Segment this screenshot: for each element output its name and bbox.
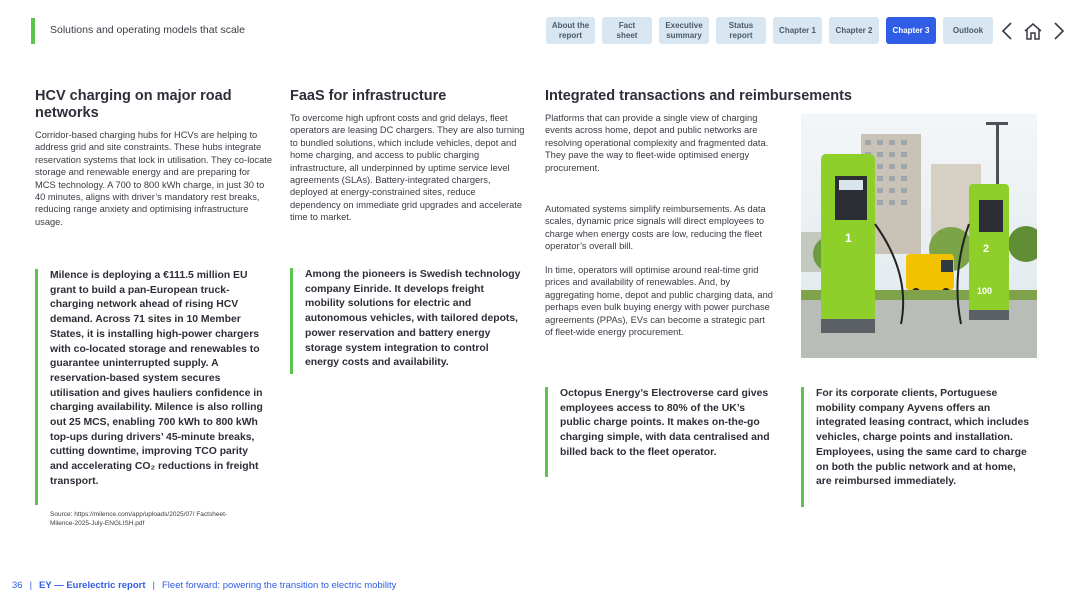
ev-charger-photo [801, 114, 1037, 358]
footer [12, 580, 396, 591]
footer-brand: EY — Eurelectric report [39, 580, 146, 591]
section-accent-bar [31, 18, 35, 44]
nav-chapter-3[interactable]: Chapter 3 [886, 17, 936, 44]
quote-ayvens: For its corporate clients, Portuguese mobility company Ayvens offers an integrated leasing contract, which includes vehicles, charge points and installation. Employees, using the same card to charge on both the public network and at home, are reimbursed immediately. [801, 387, 1031, 507]
page-number: 36 [12, 580, 23, 591]
nav-executive-summary[interactable]: Executive summary [659, 17, 709, 44]
body-hcv-charging: Corridor-based charging hubs for HCVs are helping to address grid and site constraints. These hubs integrate reservation systems that lock in utilisation. They co-locate storage and renewable energy and are preparing for MCS technology. A 700 to 800 kWh charge, in just 30 to 40 minutes, aligns with driver’s mandatory rest breaks, reducing range anxiety and optimising infrastructure usage. [35, 130, 273, 227]
chevron-left-icon[interactable] [998, 20, 1016, 42]
footer-separator: | [29, 580, 33, 591]
heading-integrated-transactions: Integrated transactions and reimbursements [545, 88, 852, 104]
quote-octopus-energy: Octopus Energy’s Electroverse card gives employees access to 80% of the UK’s public charge points. It makes on-the-go charging simple, with data centralised and billed back to the fleet operator. [545, 387, 777, 477]
footer-subtitle: Fleet forward: powering the transition to electric mobility [162, 580, 397, 591]
nav-chapter-2[interactable]: Chapter 2 [829, 17, 879, 44]
body-integrated-p1: Platforms that can provide a single view of charging events across home, depot and public networks are resolving operational complexity and fragmented data. They pave the way to fleet-wide optimised energy procurement. [545, 113, 769, 173]
chevron-right-icon[interactable] [1050, 20, 1068, 42]
section-title: Solutions and operating models that scale [50, 24, 245, 36]
chapter-nav [546, 17, 993, 44]
nav-outlook[interactable]: Outlook [943, 17, 993, 44]
charger-label-2: 2 [983, 243, 990, 255]
nav-chapter-1[interactable]: Chapter 1 [773, 17, 822, 44]
quote-einride: Among the pioneers is Swedish technology company Einride. It develops freight mobility solutions for electric and autonomous vehicles, with tailored depots, power reservation and battery energy storage system integration to control energy costs and availability. [290, 268, 522, 374]
home-icon[interactable] [1022, 20, 1044, 42]
body-integrated-p3: In time, operators will optimise around real-time grid prices and availability of renewables. And, by aggregating home, depot and public charging data, and perhaps even bulk buying energy with power purchase agreements (PPAs), EVs can become a strategic part of fleet-wide energy procurement. [545, 265, 773, 338]
col-faas-title-wrap [290, 88, 520, 105]
page-nav-icons [998, 20, 1068, 42]
heading-faas: FaaS for infrastructure [290, 88, 447, 104]
col-hcv-title-wrap [35, 88, 240, 122]
heading-hcv-charging: HCV charging on major road networks [35, 88, 232, 121]
charger-label-100: 100 [977, 286, 993, 296]
charger-label-1: 1 [845, 231, 852, 245]
body-integrated-p2: Automated systems simplify reimbursements. As data scales, dynamic price signals will direct employees to charge when energy costs are low, reducing the fleet operator’s overall bill. [545, 204, 766, 252]
nav-about-report[interactable]: About the report [546, 17, 595, 44]
nav-status-report[interactable]: Status report [716, 17, 766, 44]
nav-fact-sheet[interactable]: Fact sheet [602, 17, 652, 44]
footer-separator-2: | [152, 580, 155, 591]
quote-milence: Milence is deploying a €111.5 million EU grant to build a pan-European truck-charging network ahead of rising HCV demand. Across 71 sites in 10 Member States, it is installing high-power chargers with co-located storage and renewables to guarantee uninterrupted supply. A reservation-based system secures utilisation and gives hauliers confidence in charging availability. Milence is also rolling out 25 MCS, enabling 700 kWh to 800 kWh top-ups during drivers’ 45-minute breaks, cutting downtime, improving TCO parity and accelerating CO₂ reductions in freight transport. [35, 269, 267, 505]
col-integrated-title-wrap [545, 88, 865, 105]
source-note: Source: https://milence.com/app/uploads/2025/07/ Factsheet-Milence-2025-July-ENGLISH.pdf [50, 511, 228, 527]
body-faas: To overcome high upfront costs and grid delays, fleet operators are leasing DC chargers. They are also turning to bundled solutions, which include vehicles, depot and home charging, and access to public charging infrastructure, all underpinned by uptime service level agreements (SLAs). Battery-integrated chargers, deployed at energy-constrained sites, reduce dependency on immediate grid upgrades and accelerate time to market. [290, 113, 525, 223]
